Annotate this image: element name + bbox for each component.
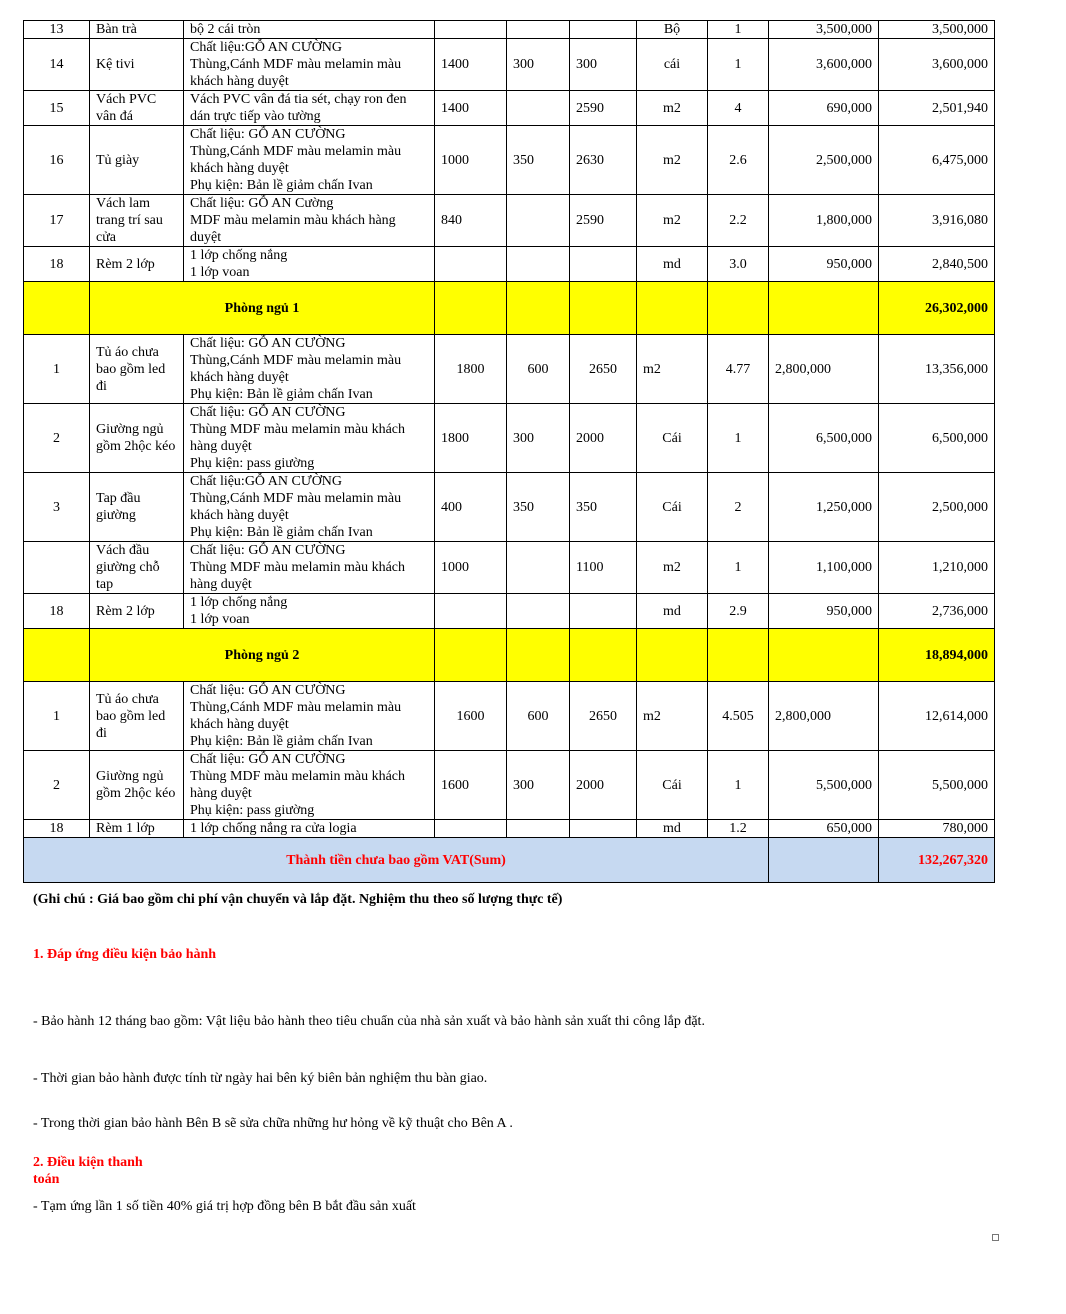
item-unit: Cái bbox=[637, 473, 708, 542]
table-row bbox=[24, 594, 995, 629]
item-quantity: 2.9 bbox=[708, 594, 769, 629]
item-name: Tap đầu giường bbox=[90, 473, 184, 542]
item-name: Vách đầu giường chỗ tap bbox=[90, 542, 184, 594]
item-width: 400 bbox=[435, 473, 507, 542]
section-empty-cell bbox=[24, 282, 90, 335]
item-width bbox=[435, 820, 507, 838]
item-total: 3,916,080 bbox=[879, 195, 995, 247]
table-row bbox=[24, 39, 995, 91]
item-unit: md bbox=[637, 247, 708, 282]
section-total: 18,894,000 bbox=[879, 629, 995, 682]
item-height: 2590 bbox=[570, 91, 637, 126]
item-height bbox=[570, 820, 637, 838]
item-quantity: 2.6 bbox=[708, 126, 769, 195]
item-name: Vách PVC vân đá bbox=[90, 91, 184, 126]
item-name: Giường ngủ gồm 2hộc kéo bbox=[90, 751, 184, 820]
item-total: 12,614,000 bbox=[879, 682, 995, 751]
item-unit: cái bbox=[637, 39, 708, 91]
table-row bbox=[24, 91, 995, 126]
item-width bbox=[435, 247, 507, 282]
table-row bbox=[24, 820, 995, 838]
section-title: Phòng ngủ 2 bbox=[90, 629, 435, 682]
section-total: 26,302,000 bbox=[879, 282, 995, 335]
item-unit-price: 1,100,000 bbox=[769, 542, 879, 594]
section-empty-cell bbox=[507, 282, 570, 335]
item-total: 3,600,000 bbox=[879, 39, 995, 91]
item-name: Kệ tivi bbox=[90, 39, 184, 91]
item-height: 2000 bbox=[570, 751, 637, 820]
item-total: 13,356,000 bbox=[879, 335, 995, 404]
item-description: Chất liệu: GỖ AN CƯỜNG Thùng MDF màu melamin màu khách hàng duyệt bbox=[184, 542, 435, 594]
item-description: Chất liệu:GỖ AN CƯỜNG Thùng,Cánh MDF màu melamin màu khách hàng duyệt Phụ kiện: Bản lề giảm chấn Ivan bbox=[184, 473, 435, 542]
item-description: 1 lớp chống nắng 1 lớp voan bbox=[184, 594, 435, 629]
payment-item-1: - Tạm ứng lần 1 số tiền 40% giá trị hợp đồng bên B bắt đầu sản xuất bbox=[33, 1199, 416, 1214]
payment-heading-line1: 2. Điều kiện thanh bbox=[33, 1155, 143, 1170]
item-width: 1600 bbox=[435, 751, 507, 820]
item-number: 1 bbox=[24, 335, 90, 404]
item-unit-price: 6,500,000 bbox=[769, 404, 879, 473]
item-depth: 600 bbox=[507, 335, 570, 404]
item-quantity: 1.2 bbox=[708, 820, 769, 838]
item-number: 18 bbox=[24, 594, 90, 629]
item-height: 2590 bbox=[570, 195, 637, 247]
item-total: 2,840,500 bbox=[879, 247, 995, 282]
item-width: 840 bbox=[435, 195, 507, 247]
item-depth: 600 bbox=[507, 682, 570, 751]
item-quantity: 3.0 bbox=[708, 247, 769, 282]
item-number: 14 bbox=[24, 39, 90, 91]
item-total: 2,500,000 bbox=[879, 473, 995, 542]
item-quantity: 1 bbox=[708, 21, 769, 39]
table-row bbox=[24, 335, 995, 404]
item-description: Chất liệu: GỖ AN CƯỜNG Thùng MDF màu melamin màu khách hàng duyệt Phụ kiện: pass giường bbox=[184, 404, 435, 473]
item-height: 2000 bbox=[570, 404, 637, 473]
item-unit-price: 690,000 bbox=[769, 91, 879, 126]
item-unit: md bbox=[637, 820, 708, 838]
table-row bbox=[24, 682, 995, 751]
section-empty-cell bbox=[769, 629, 879, 682]
item-depth: 300 bbox=[507, 39, 570, 91]
item-unit: Bộ bbox=[637, 21, 708, 39]
item-width: 1000 bbox=[435, 542, 507, 594]
quotation-table bbox=[23, 20, 995, 883]
item-total: 1,210,000 bbox=[879, 542, 995, 594]
item-quantity: 1 bbox=[708, 751, 769, 820]
table-row bbox=[24, 126, 995, 195]
item-height: 300 bbox=[570, 39, 637, 91]
section-empty-cell bbox=[637, 629, 708, 682]
item-number: 18 bbox=[24, 820, 90, 838]
item-description: Chất liệu: GỖ AN CƯỜNG Thùng,Cánh MDF màu melamin màu khách hàng duyệt Phụ kiện: Bản lề giảm chấn Ivan bbox=[184, 682, 435, 751]
item-unit: Cái bbox=[637, 404, 708, 473]
item-height bbox=[570, 21, 637, 39]
item-number: 1 bbox=[24, 682, 90, 751]
payment-heading bbox=[33, 1154, 143, 1188]
section-empty-cell bbox=[435, 629, 507, 682]
item-depth bbox=[507, 91, 570, 126]
item-unit-price: 950,000 bbox=[769, 594, 879, 629]
section-empty-cell bbox=[769, 282, 879, 335]
item-depth: 350 bbox=[507, 473, 570, 542]
section-title: Phòng ngủ 1 bbox=[90, 282, 435, 335]
item-unit: m2 bbox=[637, 195, 708, 247]
item-depth bbox=[507, 195, 570, 247]
item-total: 2,501,940 bbox=[879, 91, 995, 126]
item-name: Bàn trà bbox=[90, 21, 184, 39]
item-unit: m2 bbox=[637, 542, 708, 594]
item-number: 15 bbox=[24, 91, 90, 126]
table-row bbox=[24, 195, 995, 247]
item-unit-price: 650,000 bbox=[769, 820, 879, 838]
item-total: 6,475,000 bbox=[879, 126, 995, 195]
item-unit: m2 bbox=[637, 126, 708, 195]
item-width bbox=[435, 21, 507, 39]
section-empty-cell bbox=[637, 282, 708, 335]
item-depth: 300 bbox=[507, 404, 570, 473]
item-number: 2 bbox=[24, 751, 90, 820]
item-height: 350 bbox=[570, 473, 637, 542]
section-empty-cell bbox=[708, 282, 769, 335]
item-number: 13 bbox=[24, 21, 90, 39]
item-height: 2630 bbox=[570, 126, 637, 195]
item-unit-price: 2,800,000 bbox=[769, 335, 879, 404]
item-description: Chất liệu: GỖ AN CƯỜNG Thùng,Cánh MDF màu melamin màu khách hàng duyệt Phụ kiện: Bản lề giảm chấn Ivan bbox=[184, 335, 435, 404]
item-unit-price: 2,800,000 bbox=[769, 682, 879, 751]
table-row bbox=[24, 751, 995, 820]
item-total: 3,500,000 bbox=[879, 21, 995, 39]
item-description: 1 lớp chống nắng ra cửa logia bbox=[184, 820, 435, 838]
item-description: Chất liệu: GỖ AN CƯỜNG Thùng,Cánh MDF màu melamin màu khách hàng duyệt Phụ kiện: Bản lề giảm chấn Ivan bbox=[184, 126, 435, 195]
item-total: 780,000 bbox=[879, 820, 995, 838]
item-quantity: 4.505 bbox=[708, 682, 769, 751]
item-quantity: 1 bbox=[708, 39, 769, 91]
item-name: Giường ngủ gồm 2hộc kéo bbox=[90, 404, 184, 473]
item-quantity: 2 bbox=[708, 473, 769, 542]
item-quantity: 4 bbox=[708, 91, 769, 126]
item-height: 2650 bbox=[570, 682, 637, 751]
item-quantity: 2.2 bbox=[708, 195, 769, 247]
item-height bbox=[570, 247, 637, 282]
warranty-heading: 1. Đáp ứng điều kiện bảo hành bbox=[33, 947, 217, 962]
table-row bbox=[24, 473, 995, 542]
item-width: 1000 bbox=[435, 126, 507, 195]
item-name: Tủ áo chưa bao gồm led đi bbox=[90, 682, 184, 751]
item-unit-price: 5,500,000 bbox=[769, 751, 879, 820]
section-empty-cell bbox=[507, 629, 570, 682]
table-row bbox=[24, 247, 995, 282]
section-empty-cell bbox=[435, 282, 507, 335]
item-description: Chất liệu: GỖ AN CƯỜNG Thùng MDF màu melamin màu khách hàng duyệt Phụ kiện: pass giường bbox=[184, 751, 435, 820]
item-height bbox=[570, 594, 637, 629]
item-description: Chất liệu: GỖ AN Cường MDF màu melamin màu khách hàng duyệt bbox=[184, 195, 435, 247]
item-number: 3 bbox=[24, 473, 90, 542]
item-width: 1800 bbox=[435, 335, 507, 404]
item-width: 1400 bbox=[435, 91, 507, 126]
item-height: 2650 bbox=[570, 335, 637, 404]
grand-total-label: Thành tiền chưa bao gồm VAT(Sum) bbox=[24, 838, 769, 883]
item-width bbox=[435, 594, 507, 629]
item-width: 1800 bbox=[435, 404, 507, 473]
item-number: 18 bbox=[24, 247, 90, 282]
item-name: Vách lam trang trí sau cửa bbox=[90, 195, 184, 247]
item-depth bbox=[507, 21, 570, 39]
item-description: 1 lớp chống nắng 1 lớp voan bbox=[184, 247, 435, 282]
section-row bbox=[24, 629, 995, 682]
grand-total-empty-cell bbox=[769, 838, 879, 883]
item-depth bbox=[507, 247, 570, 282]
quotation-table-body bbox=[24, 21, 995, 883]
warranty-item-1: - Bảo hành 12 tháng bao gồm: Vật liệu bảo hành theo tiêu chuẩn của nhà sản xuất và bảo hành sản xuất thi công lắp đặt. bbox=[33, 1014, 705, 1029]
section-row bbox=[24, 282, 995, 335]
item-description: Chất liệu:GỖ AN CƯỜNG Thùng,Cánh MDF màu melamin màu khách hàng duyệt bbox=[184, 39, 435, 91]
table-row bbox=[24, 404, 995, 473]
item-unit: m2 bbox=[637, 91, 708, 126]
item-name: Rèm 1 lớp bbox=[90, 820, 184, 838]
item-depth bbox=[507, 542, 570, 594]
item-depth bbox=[507, 820, 570, 838]
item-unit-price: 3,500,000 bbox=[769, 21, 879, 39]
item-width: 1600 bbox=[435, 682, 507, 751]
warranty-item-3: - Trong thời gian bảo hành Bên B sẽ sửa chữa những hư hỏng về kỹ thuật cho Bên A . bbox=[33, 1116, 513, 1131]
item-unit-price: 2,500,000 bbox=[769, 126, 879, 195]
item-depth: 350 bbox=[507, 126, 570, 195]
item-quantity: 1 bbox=[708, 542, 769, 594]
item-unit: m2 bbox=[637, 335, 708, 404]
item-name: Tủ áo chưa bao gồm led đi bbox=[90, 335, 184, 404]
item-name: Tủ giày bbox=[90, 126, 184, 195]
table-row bbox=[24, 542, 995, 594]
section-empty-cell bbox=[24, 629, 90, 682]
item-quantity: 4.77 bbox=[708, 335, 769, 404]
item-unit: Cái bbox=[637, 751, 708, 820]
item-total: 5,500,000 bbox=[879, 751, 995, 820]
item-name: Rèm 2 lớp bbox=[90, 247, 184, 282]
item-unit-price: 1,250,000 bbox=[769, 473, 879, 542]
item-number bbox=[24, 542, 90, 594]
item-total: 2,736,000 bbox=[879, 594, 995, 629]
item-name: Rèm 2 lớp bbox=[90, 594, 184, 629]
item-quantity: 1 bbox=[708, 404, 769, 473]
item-description: bộ 2 cái tròn bbox=[184, 21, 435, 39]
item-total: 6,500,000 bbox=[879, 404, 995, 473]
item-description: Vách PVC vân đá tia sét, chạy ron đen dán trực tiếp vào tường bbox=[184, 91, 435, 126]
section-empty-cell bbox=[708, 629, 769, 682]
grand-total-value: 132,267,320 bbox=[879, 838, 995, 883]
section-empty-cell bbox=[570, 282, 637, 335]
payment-heading-line2: toán bbox=[33, 1172, 60, 1187]
item-number: 16 bbox=[24, 126, 90, 195]
item-unit-price: 3,600,000 bbox=[769, 39, 879, 91]
paragraph-mark-icon bbox=[992, 1234, 999, 1241]
item-number: 17 bbox=[24, 195, 90, 247]
item-width: 1400 bbox=[435, 39, 507, 91]
item-depth: 300 bbox=[507, 751, 570, 820]
table-row bbox=[24, 21, 995, 39]
item-height: 1100 bbox=[570, 542, 637, 594]
grand-total-row bbox=[24, 838, 995, 883]
section-empty-cell bbox=[570, 629, 637, 682]
item-unit-price: 950,000 bbox=[769, 247, 879, 282]
item-number: 2 bbox=[24, 404, 90, 473]
item-unit: m2 bbox=[637, 682, 708, 751]
item-unit-price: 1,800,000 bbox=[769, 195, 879, 247]
price-note: (Ghi chú : Giá bao gồm chi phí vận chuyển và lắp đặt. Nghiệm thu theo số lượng thực tế) bbox=[33, 892, 563, 907]
item-depth bbox=[507, 594, 570, 629]
item-unit: md bbox=[637, 594, 708, 629]
warranty-item-2: - Thời gian bảo hành được tính từ ngày hai bên ký biên bản nghiệm thu bàn giao. bbox=[33, 1071, 488, 1086]
